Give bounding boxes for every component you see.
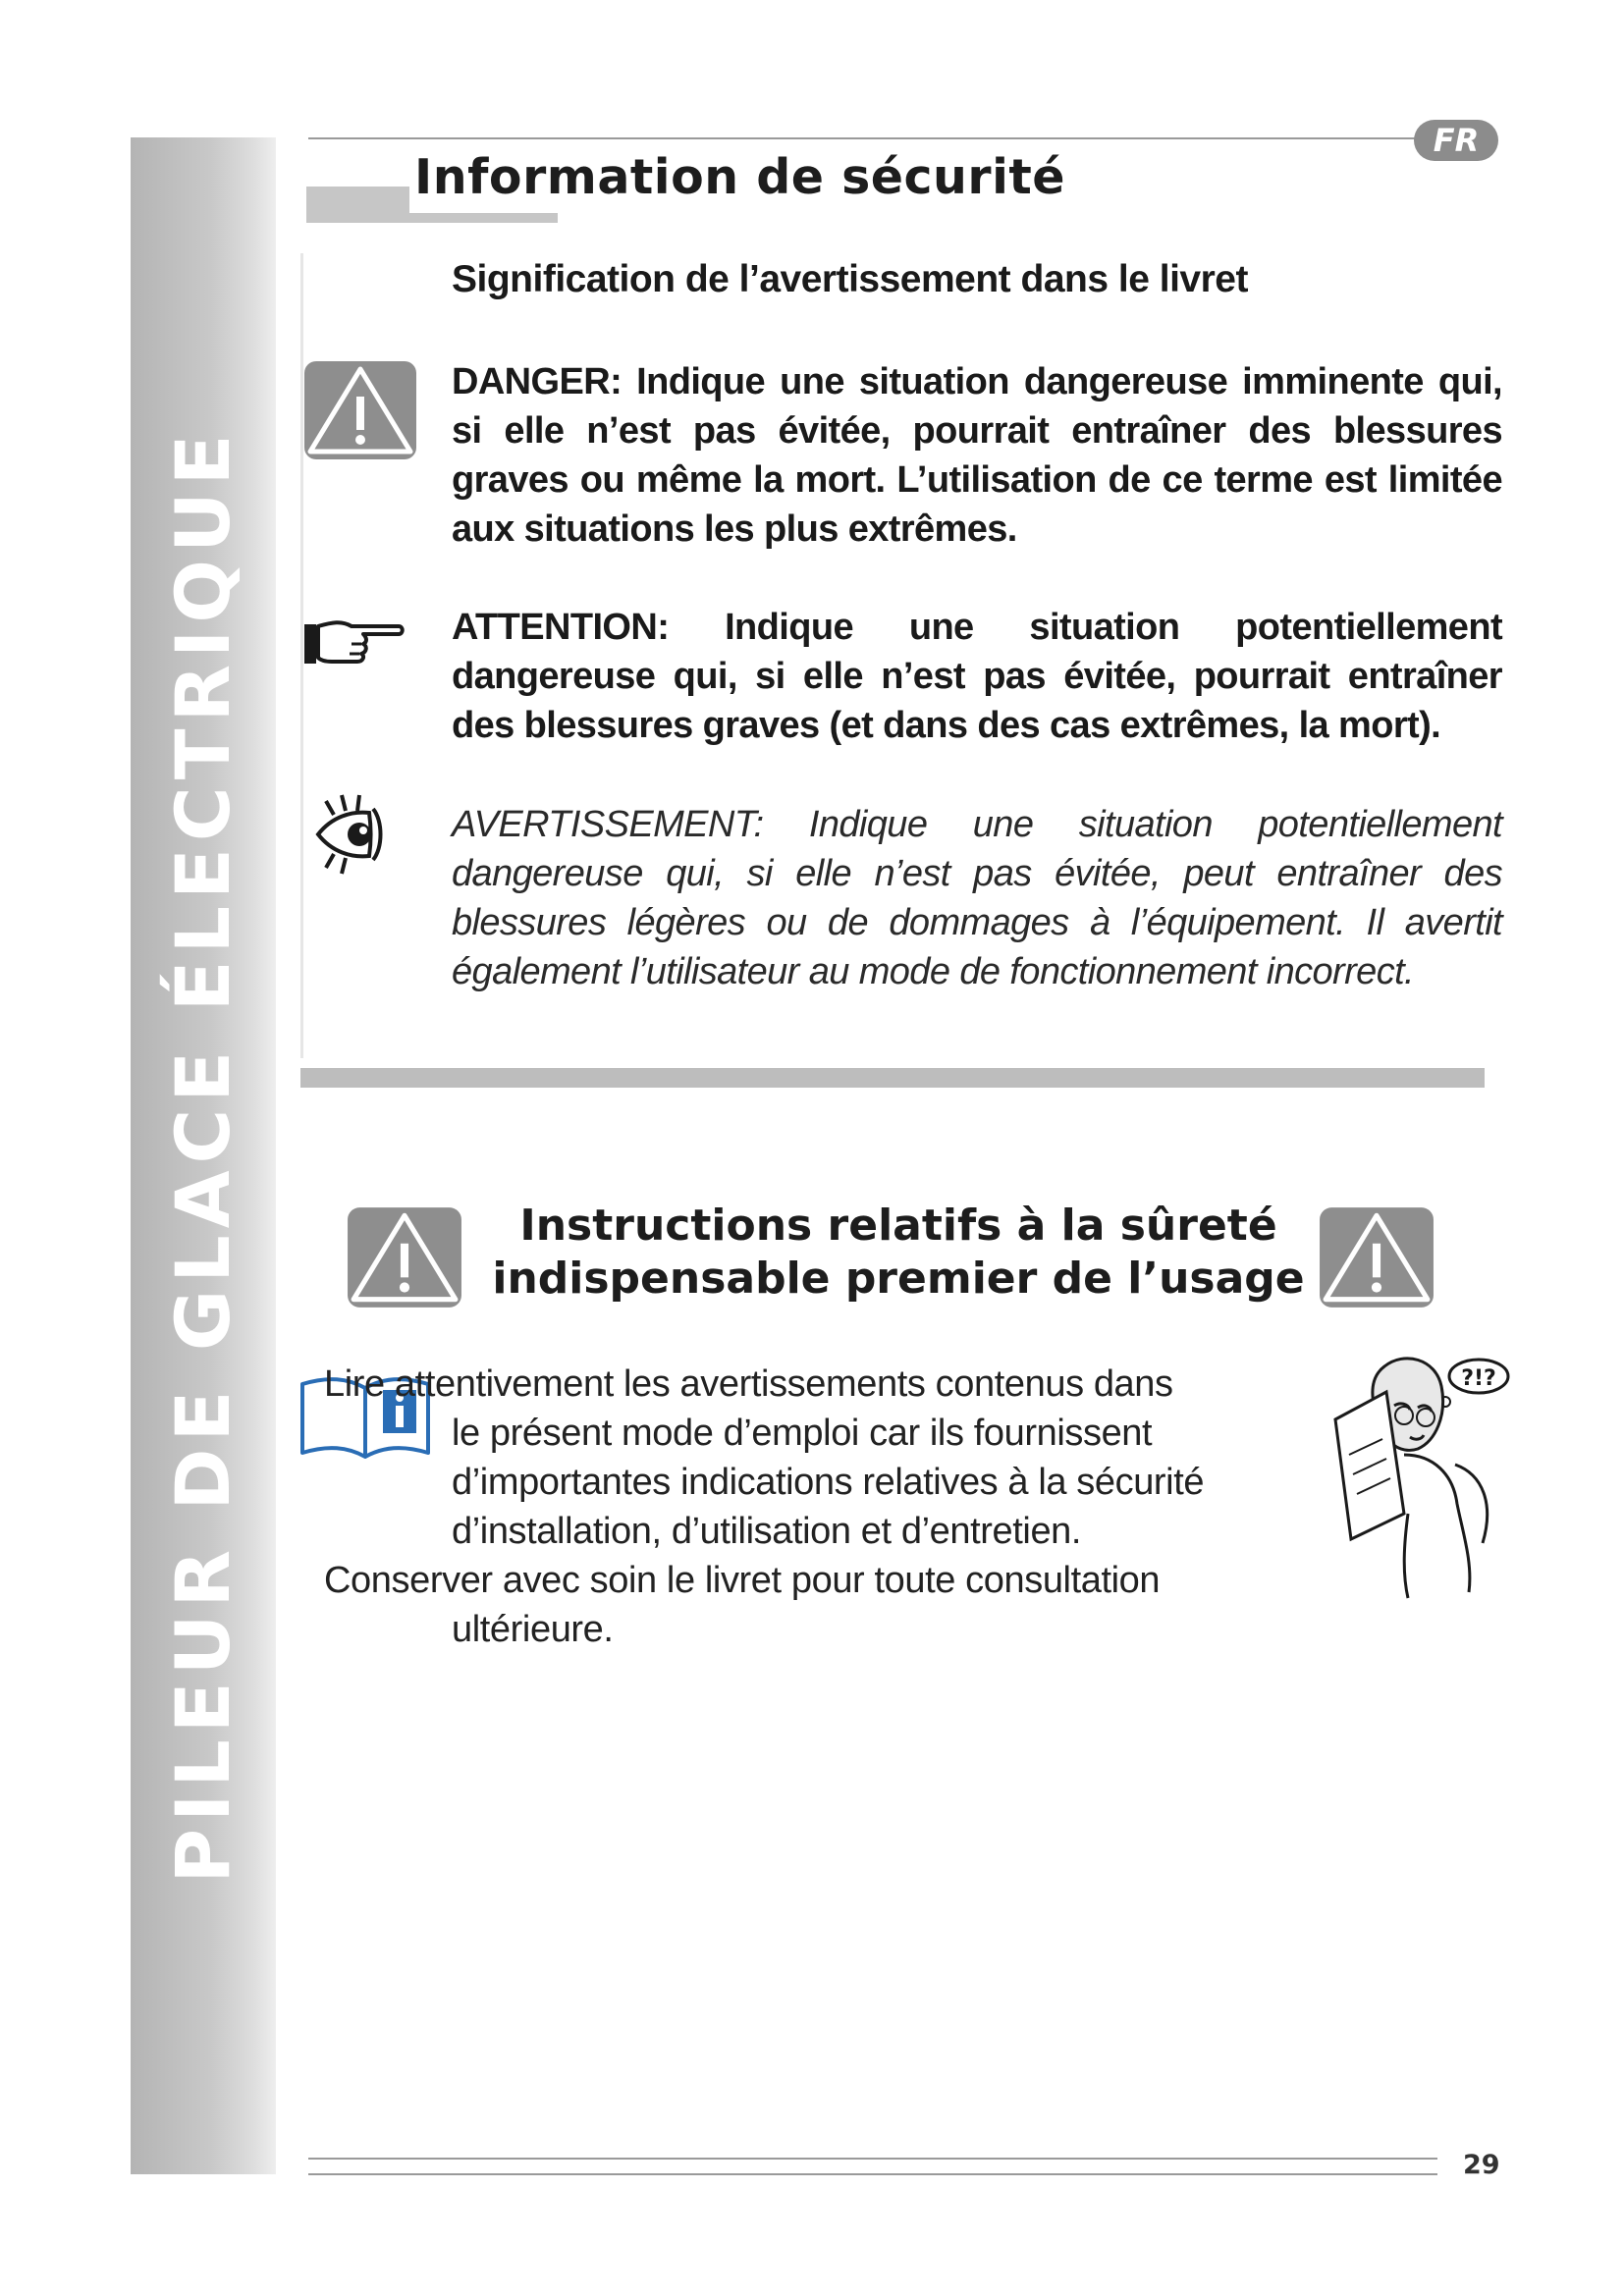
keep-booklet-continuation: ultérieure. (452, 1609, 614, 1650)
section-divider-bar (300, 1068, 1485, 1088)
language-badge: FR (1414, 120, 1498, 161)
instructions-title (471, 1200, 1326, 1306)
read-instructions-paragraph (324, 1360, 1326, 1556)
section-subtitle: Signification de l’avertissement dans le livret (452, 258, 1248, 300)
footer-rule (308, 2173, 1437, 2175)
read-instructions-first-line: Lire attentivement les avertissements contenus dans (324, 1363, 1173, 1405)
attention-text: ATTENTION: Indique une situation potentiellement dangereuse qui, si elle n’est pas évitée, pourrait entraîner des blessures graves (et dans des cas extrêmes, la mort). (452, 607, 1502, 746)
keep-booklet-first-line: Conserver avec soin le livret pour toute consultation (324, 1560, 1161, 1601)
page-title: Information de sécurité (414, 149, 1066, 205)
danger-text: DANGER: Indique une situation dangereuse imminente qui, si elle n’est pas évitée, pourrait entraîner des blessures graves ou même la mort. L’utilisation de ce terme est limitée aux situations les plus extrêmes. (452, 361, 1502, 550)
reading-person-illustration (1326, 1347, 1512, 1602)
footer-rule (308, 2158, 1437, 2160)
header-rule (308, 137, 1437, 139)
warning-triangle-icon (346, 1205, 463, 1309)
eye-icon (312, 791, 391, 876)
page-number: 29 (1463, 2150, 1500, 2180)
read-instructions-continuation: le présent mode d’emploi car ils fournissent d’importantes indications relatives à la sécurité d’installation, d’utilisation et d’entretien. (452, 1413, 1205, 1552)
avertissement-text: AVERTISSEMENT: Indique une situation potentiellement dangereuse qui, si elle n’est pas évitée, peut entraîner des blessures légères ou de dommages à l’équipement. Il avertit également l’utilisateur au mode de fonctionnement incorrect. (452, 804, 1502, 992)
instructions-title-line-2: indispensable premier de l’usage (492, 1254, 1305, 1304)
warning-triangle-icon (1318, 1205, 1435, 1309)
warning-triangle-icon (302, 359, 418, 461)
instructions-title-line-1: Instructions relatifs à la sûreté (519, 1201, 1277, 1251)
thought-bubble-text: ?!? (1461, 1366, 1496, 1391)
keep-booklet-paragraph (324, 1556, 1326, 1654)
side-title: PILEUR DE GLACE ÉLECTRIQUE (159, 427, 246, 1884)
pointing-hand-icon (302, 616, 405, 669)
title-accent-underline (306, 213, 558, 223)
